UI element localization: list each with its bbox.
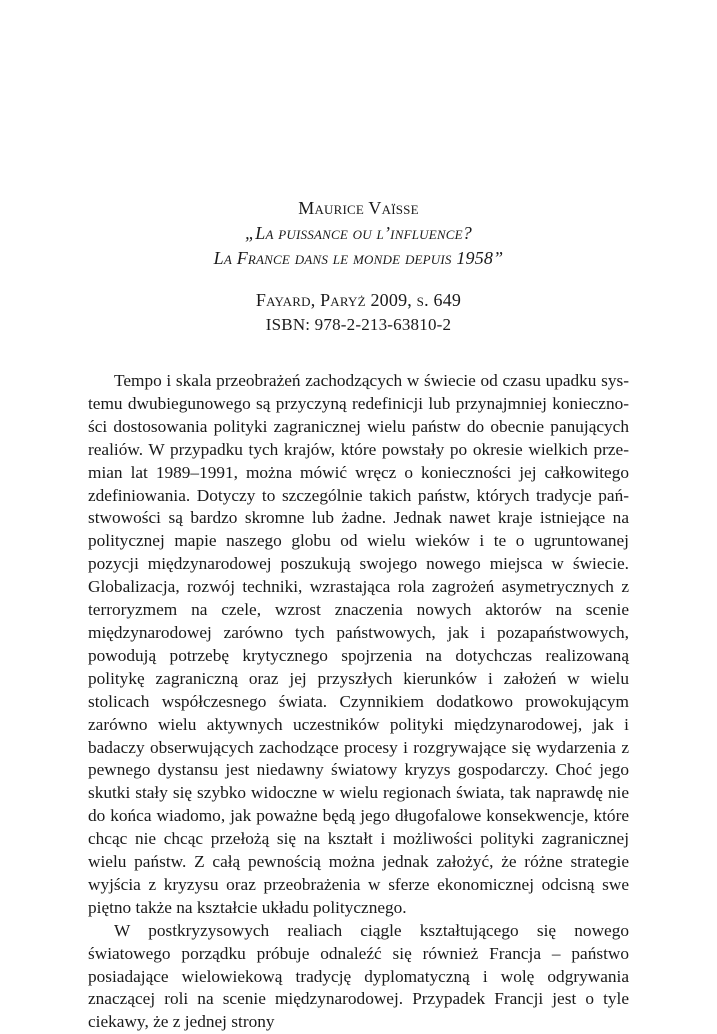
paragraph: W postkryzysowych realiach ciągle kształtującego się nowego światowego porządku próbuje odnaleźć się również Francja – państwo posiadające wielowiekową tradycję dyplomatyczną i wolę odgrywania znaczącej roli na scenie międzynarodowej. Przypadek Francji jest o tyle ciekawy, że z jednej strony xyxy=(88,920,629,1032)
publisher-info: Fayard, Paryż 2009, s. 649 xyxy=(255,290,462,310)
book-title-line-1: „La puissance ou l’influence? xyxy=(245,223,472,243)
book-author: Maurice Vaïsse xyxy=(298,198,419,218)
paragraph: Tempo i skala przeobrażeń zachodzących w świecie od czasu upadku systemu dwubiegunowego są przyczyną redefinicji lub przynajmniej konieczności dostosowania polityki zagranicznej wielu państw do obecnie panujących realiów. W przypadku tych krajów, które powstały po okresie wielkich przemian lat 1989–1991, można mówić wręcz o konieczności jej całkowitego zdefiniowania. Dotyczy to szczególnie takich państw, których tradycje państwowości są bardzo skromne lub żadne. Jednak nawet kraje istniejące na politycznej mapie naszego globu od wielu wieków i te o ugruntowanej pozycji międzynarodowej poszukują swojego nowego miejsca w świecie. Globalizacja, rozwój techniki, wzrastająca rola zagrożeń asymetrycznych z terroryzmem na czele, wzrost znaczenia nowych aktorów na scenie międzynarodowej zarówno tych państwowych, jak i pozapaństwowych, powodują potrzebę krytycznego spojrzenia na dotychczas realizowaną politykę zagraniczną oraz jej przyszłych kierunków i założeń w wielu stolicach współczesnego świata. Czynnikiem dodatkowo prowokującym zarówno wielu aktywnych uczestników polityki międzynarodowej, jak i badaczy obserwujących zachodzące procesy i rozgrywające się wydarzenia z pewnego dystansu jest niedawny światowy kryzys gospodarczy. Choć jego skutki stały się szybko widoczne w wielu regionach świata, tak naprawdę nie do końca wiadomo, jak poważne będą jego długofalowe konsekwencje, które chcąc nie chcąc przełożą się na kształt i możliwości polityki zagranicznej wielu państw. Z całą pewnością można jednak założyć, że różne strategie wyjścia z kryzysu oraz przeobrażenia w sferze ekonomicznej odcisną swe piętno także na kształcie układu politycznego. xyxy=(88,371,629,917)
review-header xyxy=(0,196,717,336)
book-title-line-2: La France dans le monde depuis 1958” xyxy=(213,248,504,268)
isbn: ISBN: 978-2-213-63810-2 xyxy=(265,315,452,334)
review-body xyxy=(88,370,629,1034)
